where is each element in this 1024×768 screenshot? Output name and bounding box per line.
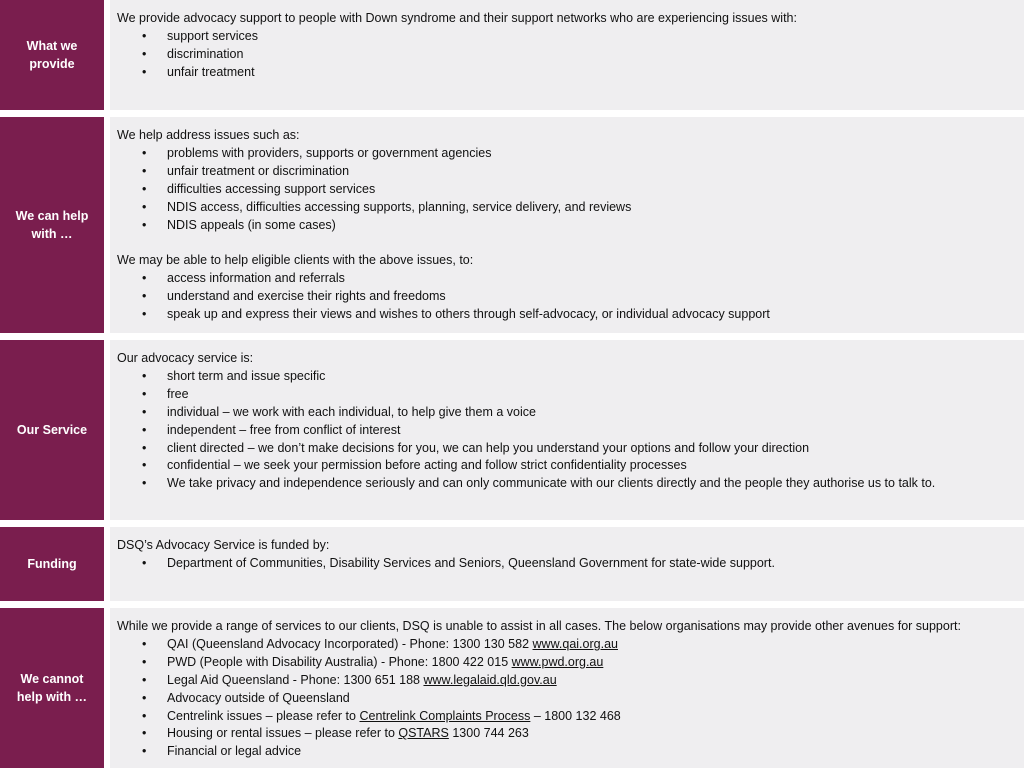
list-item-text: Legal Aid Queensland - Phone: 1300 651 188	[167, 672, 424, 687]
list-item	[117, 28, 1014, 46]
list-item	[117, 672, 1014, 690]
section-we-can-help	[0, 117, 1024, 333]
list-item	[117, 386, 1014, 404]
list-item	[117, 422, 1014, 440]
bullet-icon: •	[142, 458, 147, 473]
list-item-text: access information and referrals	[167, 271, 345, 286]
list-item	[117, 163, 1014, 181]
bullet-list	[117, 28, 1014, 82]
section-label: Our Service	[0, 340, 104, 520]
section-intro: We provide advocacy support to people with Down syndrome and their support networks who are experiencing issues with:	[117, 11, 797, 25]
bullet-icon: •	[142, 181, 147, 196]
list-item	[117, 708, 1014, 726]
list-item	[117, 368, 1014, 386]
list-item	[117, 270, 1014, 288]
bullet-list	[117, 636, 1014, 761]
list-item-text: Housing or rental issues – please refer to	[167, 726, 399, 741]
list-item	[117, 217, 1014, 235]
section-content	[110, 527, 1024, 601]
list-item	[117, 475, 1014, 493]
section-our-service	[0, 340, 1024, 520]
bullet-icon: •	[142, 289, 147, 304]
bullet-icon: •	[142, 422, 147, 437]
list-item-text: unfair treatment	[167, 64, 255, 79]
list-item	[117, 636, 1014, 654]
list-item-text: individual – we work with each individual, to help give them a voice	[167, 404, 536, 419]
list-item-text: confidential – we seek your permission before acting and follow strict confidentiality processes	[167, 458, 687, 473]
list-item-link[interactable]: QSTARS	[398, 726, 449, 741]
list-item-text: Advocacy outside of Queensland	[167, 690, 350, 705]
list-item	[117, 306, 1014, 324]
list-item-text-after: 1300 744 263	[448, 726, 529, 741]
section-label: We can help with …	[0, 117, 104, 333]
section-intro: Our advocacy service is:	[117, 351, 254, 365]
list-item	[117, 555, 1014, 573]
list-item-text: understand and exercise their rights and freedoms	[167, 289, 446, 304]
list-item-text: short term and issue specific	[167, 368, 326, 383]
bullet-icon: •	[142, 145, 147, 160]
section-intro: While we provide a range of services to our clients, DSQ is unable to assist in all cases. The below organisations may provide other avenues for support:	[117, 619, 961, 633]
bullet-icon: •	[142, 636, 147, 651]
section-funding	[0, 527, 1024, 601]
bullet-icon: •	[142, 555, 147, 570]
list-item-text: We take privacy and independence seriously and can only communicate with our clients directly and the people they authorise us to talk to.	[167, 476, 936, 491]
bullet-icon: •	[142, 64, 147, 79]
list-item	[117, 690, 1014, 708]
bullet-list	[117, 555, 1014, 573]
list-item	[117, 404, 1014, 422]
list-item-link[interactable]: www.pwd.org.au	[511, 654, 604, 669]
section-label: Funding	[0, 527, 104, 601]
list-item	[117, 199, 1014, 217]
list-item	[117, 743, 1014, 761]
section-content	[110, 117, 1024, 333]
list-item	[117, 145, 1014, 163]
list-item	[117, 288, 1014, 306]
list-item	[117, 654, 1014, 672]
bullet-icon: •	[142, 672, 147, 687]
list-item	[117, 181, 1014, 199]
list-item-text: PWD (People with Disability Australia) - Phone: 1800 422 015	[167, 654, 512, 669]
list-item	[117, 64, 1014, 82]
list-item	[117, 46, 1014, 64]
bullet-icon: •	[142, 386, 147, 401]
list-item-text: Department of Communities, Disability Services and Seniors, Queensland Government for state-wide support.	[167, 555, 775, 570]
list-item-text: support services	[167, 28, 259, 43]
list-item-text: discrimination	[167, 46, 244, 61]
list-item-text: difficulties accessing support services	[167, 181, 376, 196]
section-intro-secondary: We may be able to help eligible clients with the above issues, to:	[117, 253, 474, 268]
list-item	[117, 725, 1014, 743]
bullet-icon: •	[142, 726, 147, 741]
bullet-icon: •	[142, 28, 147, 43]
list-item-text: Centrelink issues – please refer to	[167, 708, 360, 723]
bullet-list	[117, 270, 1014, 324]
list-item-link[interactable]: www.legalaid.qld.gov.au	[423, 672, 557, 687]
section-what-we-provide	[0, 0, 1024, 110]
list-item-text: QAI (Queensland Advocacy Incorporated) - Phone: 1300 130 582	[167, 636, 533, 651]
section-intro: We help address issues such as:	[117, 128, 300, 142]
list-item	[117, 440, 1014, 458]
list-item-link[interactable]: www.qai.org.au	[532, 636, 618, 651]
bullet-icon: •	[142, 163, 147, 178]
bullet-icon: •	[142, 654, 147, 669]
bullet-icon: •	[142, 744, 147, 759]
list-item-link[interactable]: Centrelink Complaints Process	[359, 708, 531, 723]
bullet-list	[117, 145, 1014, 235]
bullet-icon: •	[142, 690, 147, 705]
bullet-icon: •	[142, 404, 147, 419]
list-item-text: client directed – we don’t make decisions for you, we can help you understand your options and follow your direction	[167, 440, 810, 455]
bullet-list	[117, 368, 1014, 493]
bullet-icon: •	[142, 217, 147, 232]
section-content	[110, 0, 1024, 110]
bullet-icon: •	[142, 46, 147, 61]
bullet-icon: •	[142, 307, 147, 322]
section-we-cannot-help	[0, 608, 1024, 768]
bullet-icon: •	[142, 708, 147, 723]
list-item-text: free	[167, 386, 189, 401]
list-item	[117, 457, 1014, 475]
bullet-icon: •	[142, 199, 147, 214]
section-content	[110, 340, 1024, 520]
list-item-text: NDIS access, difficulties accessing supports, planning, service delivery, and reviews	[167, 199, 632, 214]
section-label: We cannot help with …	[0, 608, 104, 768]
bullet-icon: •	[142, 440, 147, 455]
list-item-text-after: – 1800 132 468	[530, 708, 621, 723]
bullet-icon: •	[142, 368, 147, 383]
list-item-text: Financial or legal advice	[167, 744, 302, 759]
bullet-icon: •	[142, 476, 147, 491]
list-item-text: speak up and express their views and wishes to others through self-advocacy, or individual advocacy support	[167, 307, 770, 322]
section-label: What we provide	[0, 0, 104, 110]
list-item-text: NDIS appeals (in some cases)	[167, 217, 336, 232]
section-intro: DSQ’s Advocacy Service is funded by:	[117, 538, 330, 552]
list-item-text: unfair treatment or discrimination	[167, 163, 350, 178]
list-item-text: problems with providers, supports or government agencies	[167, 145, 492, 160]
list-item-text: independent – free from conflict of interest	[167, 422, 401, 437]
section-content	[110, 608, 1024, 768]
bullet-icon: •	[142, 271, 147, 286]
